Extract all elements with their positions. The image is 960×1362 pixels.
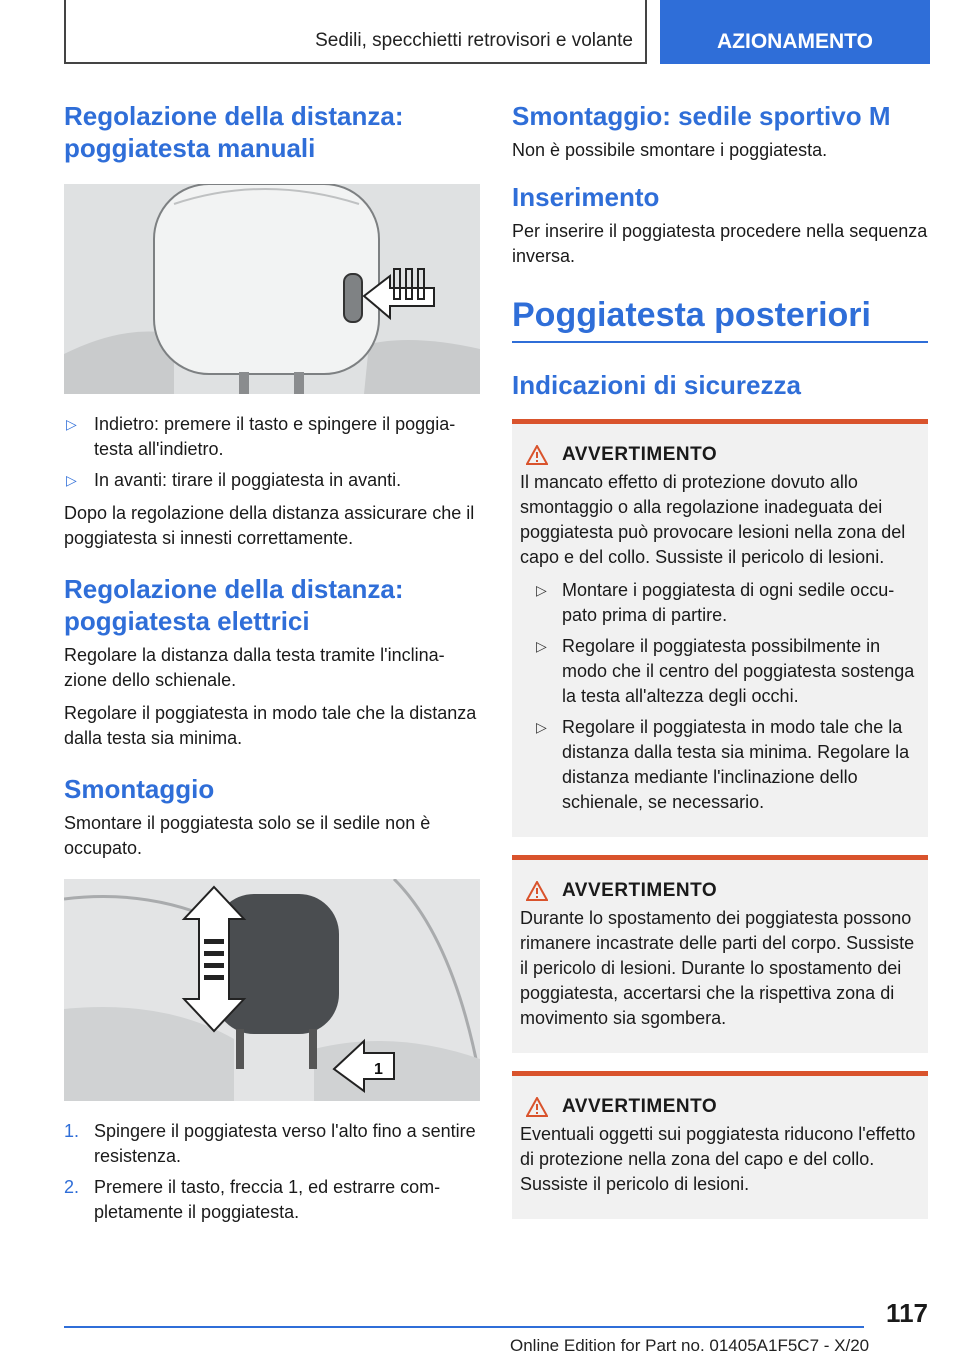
- header-chapter-label: AZIONAMENTO: [717, 30, 873, 53]
- list-item-text: In avanti: tirare il poggiatesta in avanti.: [94, 470, 402, 490]
- list-item: [520, 715, 920, 815]
- triangle-bullet-icon: ▷: [66, 472, 77, 488]
- left-column: [64, 100, 480, 1233]
- right-column: [512, 100, 928, 1237]
- triangle-bullet-icon: ▷: [66, 416, 77, 432]
- triangle-bullet-icon: ▷: [536, 719, 547, 735]
- list-item: [64, 412, 480, 462]
- warning-header: [526, 1096, 920, 1118]
- removal-steps-list: [64, 1119, 480, 1225]
- warning-text: Il mancato effetto di protezione dovuto allo smontaggio o alla regolazione inadeguata dei poggiatesta può provocare lesioni nella zona del capo e del collo. Sussiste il pericolo di lesioni.: [520, 472, 906, 567]
- warning-header: [526, 444, 920, 466]
- list-item: [64, 1119, 480, 1169]
- warning-text: Eventuali oggetti sui poggiatesta riducono l'effetto di protezione nella zona del capo e del collo. Sussiste il pericolo di lesioni.: [520, 1124, 916, 1194]
- insertion-text: Per inserire il poggiatesta procedere nella sequenza inversa.: [512, 221, 928, 266]
- heading-removal: Smontaggio: [64, 774, 215, 804]
- triangle-bullet-icon: ▷: [536, 582, 547, 598]
- step-number: 1.: [64, 1121, 80, 1141]
- electric-text-1: Regolare la distanza dalla testa tramite l'inclinazione dello schienale.: [64, 645, 445, 690]
- warning-title: AVVERTIMENTO: [562, 880, 718, 901]
- header-section-box: [64, 0, 647, 64]
- headrest-removal-illustration: [64, 879, 480, 1101]
- heading-rear-headrests: Poggiatesta posteriori: [512, 295, 928, 343]
- warning-title: AVVERTIMENTO: [562, 1096, 718, 1117]
- list-item-text: Regolare il poggiatesta possibilmente in modo che il centro del poggiatesta sostenga la testa all'altezza degli occhi.: [562, 636, 915, 706]
- list-item: [64, 468, 480, 493]
- list-item: [64, 1175, 480, 1225]
- heading-sport-seat-removal: Smontaggio: sedile sportivo M: [512, 101, 891, 131]
- figure-callout-1: 1: [374, 1061, 383, 1078]
- warning-box: [512, 419, 928, 837]
- step-number: 2.: [64, 1177, 80, 1197]
- warning-box: [512, 1071, 928, 1219]
- list-item-text: Regolare il poggiatesta in modo tale che la distanza dalla testa sia minima. Regolare la distanza mediante l'inclinazione dello schienale, se necessario.: [562, 717, 910, 812]
- electric-text-2: Regolare il poggiatesta in modo tale che la distanza dalla testa sia minima.: [64, 703, 477, 748]
- removal-text: Smontare il poggiatesta solo se il sedile non è occupato.: [64, 813, 431, 858]
- list-item-text: Spingere il poggiatesta verso l'alto fino a sentire resistenza.: [94, 1121, 476, 1166]
- header-chapter-tab: [660, 0, 930, 64]
- warning-triangle-icon: [526, 445, 548, 465]
- list-item: [520, 634, 920, 709]
- page-number: 117: [886, 1298, 928, 1328]
- heading-electric-headrest: Regolazione della distanza: poggiatesta elettrici: [64, 574, 404, 636]
- warning-title: AVVERTIMENTO: [562, 444, 718, 465]
- list-item-text: Montare i poggiatesta di ogni sedile occupato prima di partire.: [562, 580, 895, 625]
- figure-headrest-removal: [64, 879, 480, 1101]
- warning-header: [526, 880, 920, 902]
- warning-box: [512, 855, 928, 1053]
- warning-triangle-icon: [526, 1097, 548, 1117]
- heading-insertion: Inserimento: [512, 182, 660, 212]
- list-item: [520, 578, 920, 628]
- headrest-manual-illustration: [64, 184, 480, 394]
- triangle-bullet-icon: ▷: [536, 638, 547, 654]
- warning-text: Durante lo spostamento dei poggiatesta possono rimanere incastrate delle parti del corpo. Sussiste il pericolo di lesioni. Durante lo spostamento dei poggiatesta, accertarsi che la rispettiva zona di movimento sia sgombera.: [520, 908, 915, 1028]
- heading-manual-headrest: Regolazione della distanza: poggiatesta manuali: [64, 101, 404, 163]
- header-section-title: Sedili, specchietti retrovisori e volante: [315, 30, 633, 51]
- figure-headrest-manual: [64, 184, 480, 394]
- warning-list: [520, 578, 920, 815]
- manual-after-text: Dopo la regolazione della distanza assicurare che il poggiatesta si innesti correttamente.: [64, 503, 475, 548]
- heading-safety-notes: Indicazioni di sicurezza: [512, 370, 801, 400]
- sport-seat-text: Non è possibile smontare i poggiatesta.: [512, 140, 828, 160]
- list-item-text: Premere il tasto, freccia 1, ed estrarre completamente il poggiatesta.: [94, 1177, 441, 1222]
- manual-steps-list: [64, 412, 480, 493]
- footer-edition: Online Edition for Part no. 01405A1F5C7 - X/20: [510, 1336, 870, 1355]
- footer-rule: [64, 1326, 864, 1328]
- warning-triangle-icon: [526, 881, 548, 901]
- list-item-text: Indietro: premere il tasto e spingere il poggiatesta all'indietro.: [94, 414, 456, 459]
